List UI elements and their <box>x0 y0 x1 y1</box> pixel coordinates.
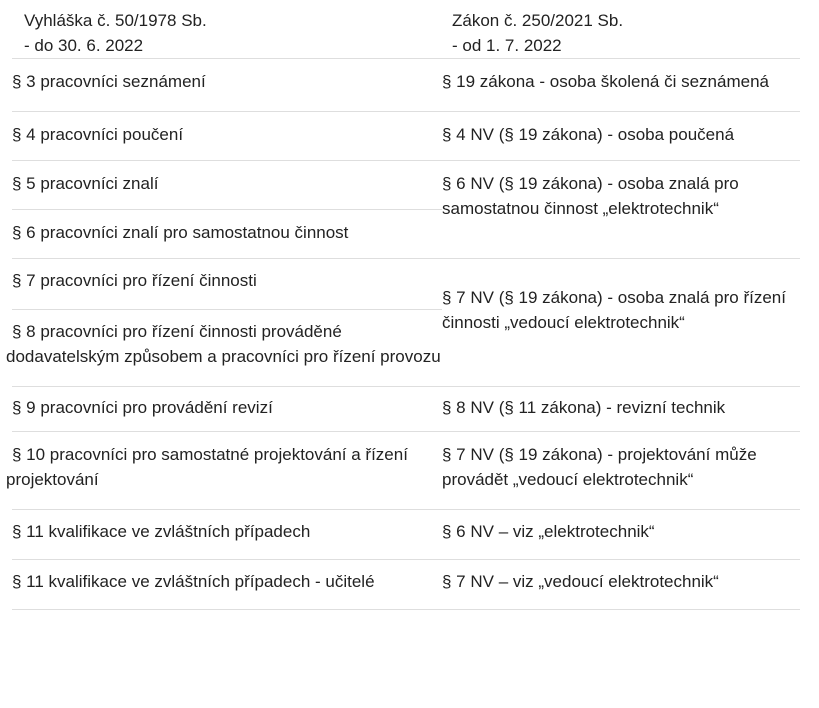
header-new-regulation <box>442 8 800 59</box>
old-cell: § 7 pracovníci pro řízení činnosti <box>12 259 442 310</box>
old-cell <box>6 432 442 510</box>
old-cell: § 11 kvalifikace ve zvláštních případech <box>12 510 442 560</box>
new-cell: § 7 NV – viz „vedoucí elektrotechnik“ <box>442 560 800 610</box>
table-row <box>12 161 800 210</box>
old-cell: § 9 pracovníci pro provádění revizí <box>12 387 442 432</box>
old-cell: § 4 pracovníci poučení <box>12 112 442 161</box>
table-row <box>12 259 800 310</box>
new-cell: § 19 zákona - osoba školená či seznámená <box>442 59 800 112</box>
new-cell-merged: § 6 NV (§ 19 zákona) - osoba znalá pro samostatnou činnost „elektrotechnik“ <box>442 161 800 259</box>
table-header-row <box>12 8 800 59</box>
old-cell <box>6 310 442 387</box>
table-row <box>12 387 800 432</box>
table-row <box>12 510 800 560</box>
table-row <box>12 59 800 112</box>
old-cell-text: § 11 kvalifikace ve zvláštních případech - učitelé <box>12 572 375 591</box>
new-cell-merged: § 7 NV (§ 19 zákona) - osoba znalá pro řízení činnosti „vedoucí elektrotechnik“ <box>442 259 800 387</box>
old-cell-text: § 10 pracovníci pro samostatné projektování a řízení projektování <box>6 445 408 489</box>
header-new-validity: - od 1. 7. 2022 <box>452 36 562 55</box>
old-cell: § 6 pracovníci znalí pro samostatnou činnost <box>12 210 442 259</box>
header-new-title: Zákon č. 250/2021 Sb. <box>452 11 624 30</box>
new-cell: § 6 NV – viz „elektrotechnik“ <box>442 510 800 560</box>
table-row <box>12 112 800 161</box>
table-row <box>12 560 800 610</box>
header-old-regulation <box>12 8 442 59</box>
table-row <box>12 432 800 510</box>
old-cell: § 3 pracovníci seznámení <box>12 59 442 112</box>
comparison-table <box>6 8 800 610</box>
old-cell <box>12 560 442 610</box>
old-cell-text: § 8 pracovníci pro řízení činnosti prováděné dodavatelským způsobem a pracovníci pro řízení provozu <box>6 322 441 366</box>
header-old-title: Vyhláška č. 50/1978 Sb. <box>24 11 207 30</box>
old-cell: § 5 pracovníci znalí <box>12 161 442 210</box>
new-cell: § 4 NV (§ 19 zákona) - osoba poučená <box>442 112 800 161</box>
new-cell: § 8 NV (§ 11 zákona) - revizní technik <box>442 387 800 432</box>
new-cell: § 7 NV (§ 19 zákona) - projektování může provádět „vedoucí elektrotechnik“ <box>442 432 800 510</box>
header-old-validity: - do 30. 6. 2022 <box>24 36 144 55</box>
